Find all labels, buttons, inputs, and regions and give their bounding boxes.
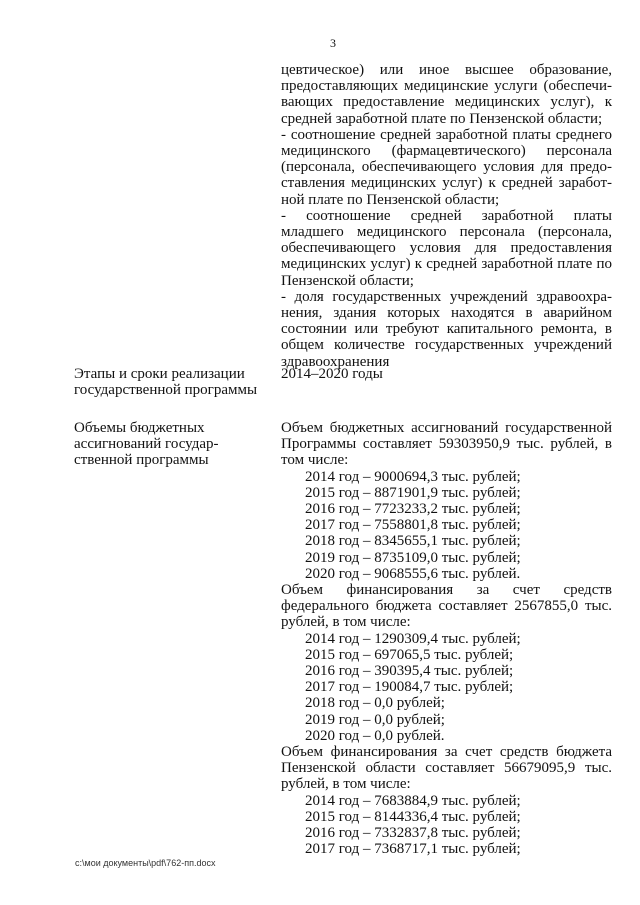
goals-continuation (281, 62, 612, 370)
year-line: 2014 год – 7683884,9 тыс. рублей; (305, 792, 521, 809)
year-line: 2015 год – 697065,5 тыс. рублей; (305, 646, 514, 663)
year-line: 2018 год – 8345655,1 тыс. рублей; (305, 533, 521, 550)
funding-label-text: Объемы бюджетных ассигнований государ-ственной программы (74, 420, 219, 469)
funding-intro: Объем бюджетных ассигнований государственной Программы составляет 59303950,9 тыс. рублей, в том числе: (281, 420, 612, 469)
paragraph: - соотношение средней заработной платы среднего медицинского (фармацевтического) персонала (персонала, обеспечивающего условия для предо-ставления медицинских услуг) к средней заработ-ной плате по Пензенской области; (281, 126, 612, 208)
stages-label (74, 366, 264, 398)
paragraph: цевтическое) или иное высшее образование, предоставляющих медицинские услуги (обеспечи-вающих предоставление медицинских услуг), к средней заработной плате по Пензенской области; (281, 62, 612, 127)
year-line: 2018 год – 0,0 рублей; (305, 695, 445, 712)
year-line: 2020 год – 0,0 рублей. (305, 727, 445, 744)
year-line: 2020 год – 9068555,6 тыс. рублей. (305, 565, 521, 582)
year-line: 2017 год – 190084,7 тыс. рублей; (305, 679, 514, 696)
page-number: 3 (330, 36, 336, 50)
stages-value-text: 2014–2020 годы (281, 366, 383, 382)
year-line: 2017 год – 7368717,1 тыс. рублей; (305, 841, 521, 858)
year-line: 2014 год – 9000694,3 тыс. рублей; (305, 468, 521, 485)
file-path-footer: c:\мои документы\pdf\762-пп.docx (75, 858, 216, 868)
year-line: 2019 год – 8735109,0 тыс. рублей; (305, 549, 521, 566)
year-line: 2015 год – 8871901,9 тыс. рублей; (305, 484, 521, 501)
year-line: 2016 год – 7723233,2 тыс. рублей; (305, 501, 521, 518)
year-line: 2016 год – 7332837,8 тыс. рублей; (305, 825, 521, 842)
funding-label (74, 420, 264, 469)
year-line: 2014 год – 1290309,4 тыс. рублей; (305, 630, 521, 647)
year-line: 2015 год – 8144336,4 тыс. рублей; (305, 808, 521, 825)
year-line: 2017 год – 7558801,8 тыс. рублей; (305, 517, 521, 534)
stages-value (281, 366, 612, 382)
paragraph: - доля государственных учреждений здравоохра-нения, здания которых находятся в аварийном состоянии или требуют капитального ремонта, в общем количестве государственных учреждений здравоохранения (281, 288, 612, 370)
regional-intro: Объем финансирования за счет средств бюджета Пензенской области составляет 56679095,9 тыс. рублей, в том числе: (281, 744, 612, 793)
year-line: 2019 год – 0,0 рублей; (305, 711, 445, 728)
funding-details (281, 420, 612, 857)
year-line: 2016 год – 390395,4 тыс. рублей; (305, 663, 514, 680)
stages-label-text: Этапы и сроки реализации государственной программы (74, 366, 258, 399)
paragraph: - соотношение средней заработной платы младшего медицинского персонала (персонала, обеспечивающего условия для предоставления медицинских услуг) к средней заработной плате по Пензенской области; (281, 207, 612, 289)
federal-intro: Объем финансирования за счет средств федерального бюджета составляет 2567855,0 тыс. рублей, в том числе: (281, 582, 612, 631)
